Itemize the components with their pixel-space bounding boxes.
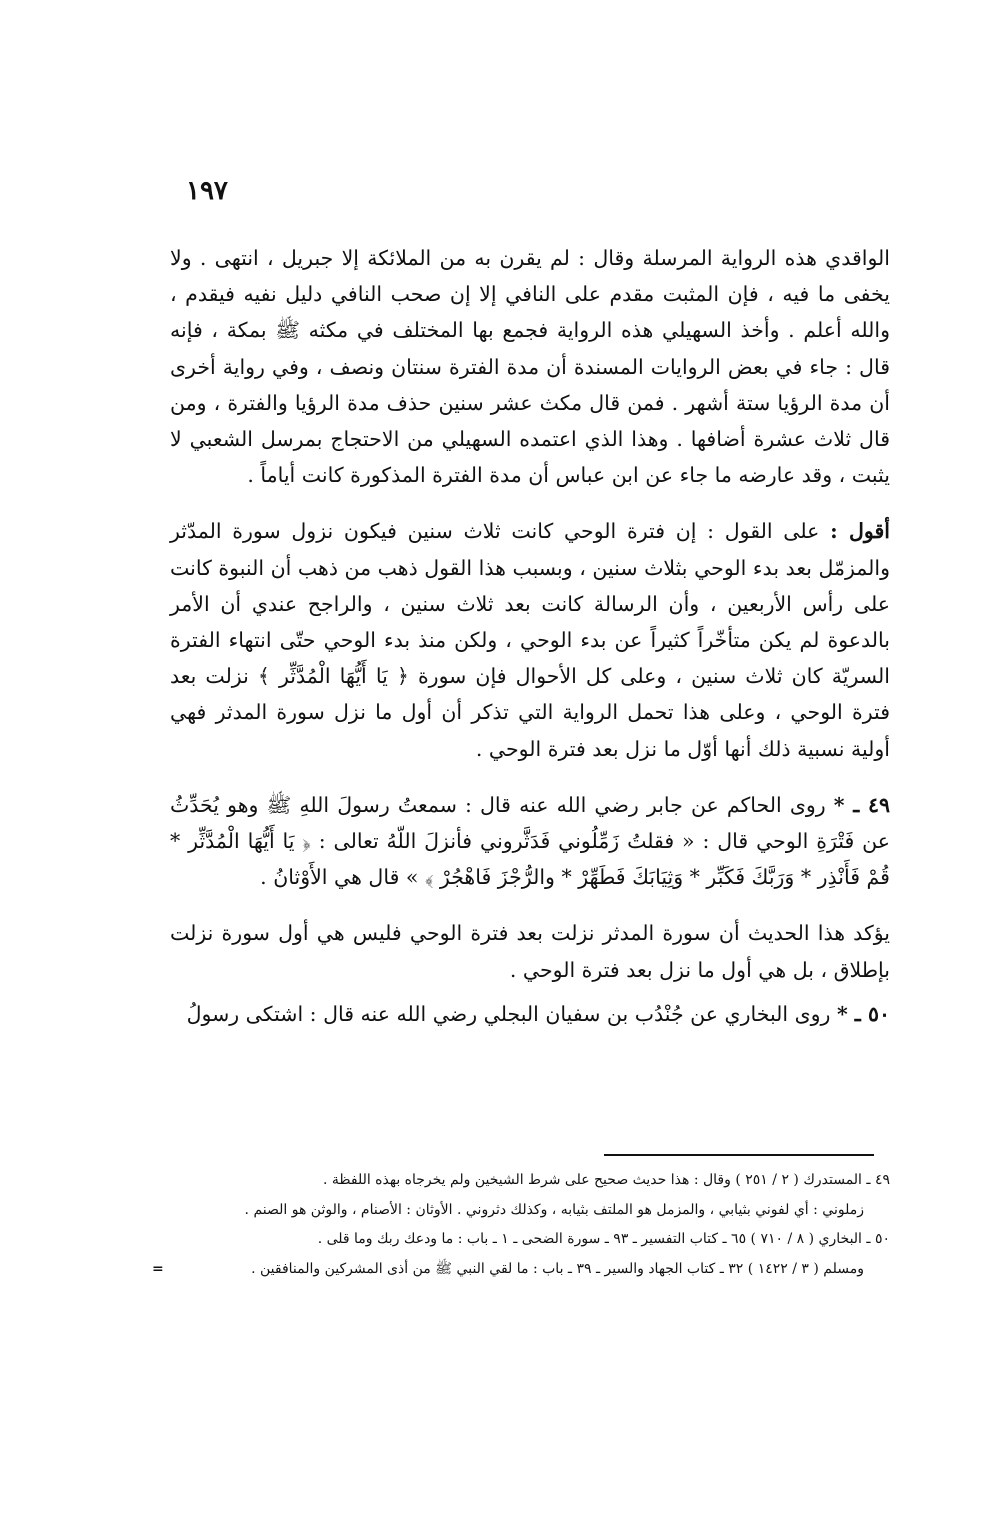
- hadith-49: [170, 787, 890, 896]
- page-number: ١٩٧: [186, 176, 228, 206]
- hadith-50: [170, 996, 890, 1032]
- footnote-49-gloss: زملوني : أي لفوني بثيابي ، والمزمل هو الملتف بثيابه ، وكذلك دثروني . الأوثان : الأصنام ، والوثن هو الصنم .: [244, 1201, 864, 1218]
- hadith-body: روى الحاكم عن جابر رضي الله عنه قال : سمعتُ رسولَ اللهِ ﷺ وهو يُحَدِّثُ عن فَتْرَةِ الوحي قال : « فقلتُ زَمِّلُوني فَدَثَّروني فأنزلَ اللّهُ تعالى : ﴿ يَا أَيُّهَا الْمُدَّثِّر * قُمْ فَأَنْذِر * وَرَبَّكَ فَكَبِّر * وَثِيَابَكَ فَطَهِّرْ * والرُّجْزَ فَاهْجُرْ ﴾ » قال هي الأَوْثانُ .: [170, 792, 890, 890]
- paragraph-waqidi: الواقدي هذه الرواية المرسلة وقال : لم يقرن به من الملائكة إلا جبريل ، انتهى . ولا يخفى ما فيه ، فإن المثبت مقدم على النافي إلا إن صحب النافي دليل نفيه فيقدم ، والله أعلم . وأخذ السهيلي هذه الرواية فجمع بها المختلف في مكثه ﷺ بمكة ، فإنه قال : جاء في بعض الروايات المسندة أن مدة الفترة سنتان ونصف ، وفي رواية أخرى أن مدة الرؤيا ستة أشهر . فمن قال مكث عشر سنين حذف مدة الرؤيا والفترة ، ومن قال ثلاث عشرة أضافها . وهذا الذي اعتمده السهيلي من الاحتجاج بمرسل الشعبي لا يثبت ، وقد عارضه ما جاء عن ابن عباس أن مدة الفترة المذكورة كانت أياماً .: [170, 246, 890, 488]
- main-text: [170, 240, 890, 1032]
- footnotes: [152, 1166, 890, 1284]
- footnote-49: ٤٩ ـ المستدرك ( ٢ / ٢٥١ ) وقال : هذا حديث صحيح على شرط الشيخين ولم يخرجاه بهذه اللفظة .: [322, 1172, 890, 1188]
- footnote-text: ومسلم ( ٣ / ١٤٢٢ ) ٣٢ ـ كتاب الجهاد والسير ـ ٣٩ ـ باب : ما لقي النبي ﷺ من أذى المشركين والمنافقين .: [251, 1260, 864, 1277]
- paragraph-lead: أقول :: [830, 519, 891, 544]
- paragraph-aqulu: [170, 513, 890, 766]
- hadith-body: روى البخاري عن جُنْدُب بن سفيان البجلي رضي الله عنه قال : اشتكى رسولُ: [186, 1001, 837, 1026]
- paragraph-body: على القول : إن فترة الوحي كانت ثلاث سنين فيكون نزول سورة المدّثر والمزمّل بعد بدء الوحي بثلاث سنين ، وبسبب هذا القول ذهب من ذهب أن النبوة كانت على رأس الأربعين ، وأن الرسالة كانت بعد ثلاث سنين ، والراجح عندي أن الأمر بالدعوة لم يكن متأخّراً كثيراً عن بدء الوحي ، ولكن منذ بدء الوحي حتّى انتهاء الفترة السريّة كان ثلاث سنين ، وعلى كل الأحوال فإن سورة ﴿ يَا أَيُّهَا الْمُدَّثِّر ﴾ نزلت بعد فترة الوحي ، وعلى هذا تحمل الرواية التي تذكر أن أول ما نزل سورة المدثر فهي أولية نسبية ذلك أنها أوّل ما نزل بعد فترة الوحي .: [170, 519, 890, 761]
- footnote-50: ٥٠ ـ البخاري ( ٨ / ٧١٠ ) ٦٥ ـ كتاب التفسير ـ ٩٣ ـ سورة الضحى ـ ١ ـ باب : ما ودعك ربك وما قلى .: [317, 1231, 890, 1247]
- hadith-number: ٥٠ ـ *: [836, 1001, 890, 1026]
- footnote-divider: [604, 1154, 874, 1156]
- footnote-50-muslim: [152, 1255, 890, 1285]
- paragraph-commentary: يؤكد هذا الحديث أن سورة المدثر نزلت بعد فترة الوحي فليس هي أول سورة نزلت بإطلاق ، بل هي أول ما نزل بعد فترة الوحي .: [170, 921, 890, 982]
- hadith-number: ٤٩ ـ *: [833, 792, 890, 817]
- continuation-mark: =: [152, 1260, 164, 1277]
